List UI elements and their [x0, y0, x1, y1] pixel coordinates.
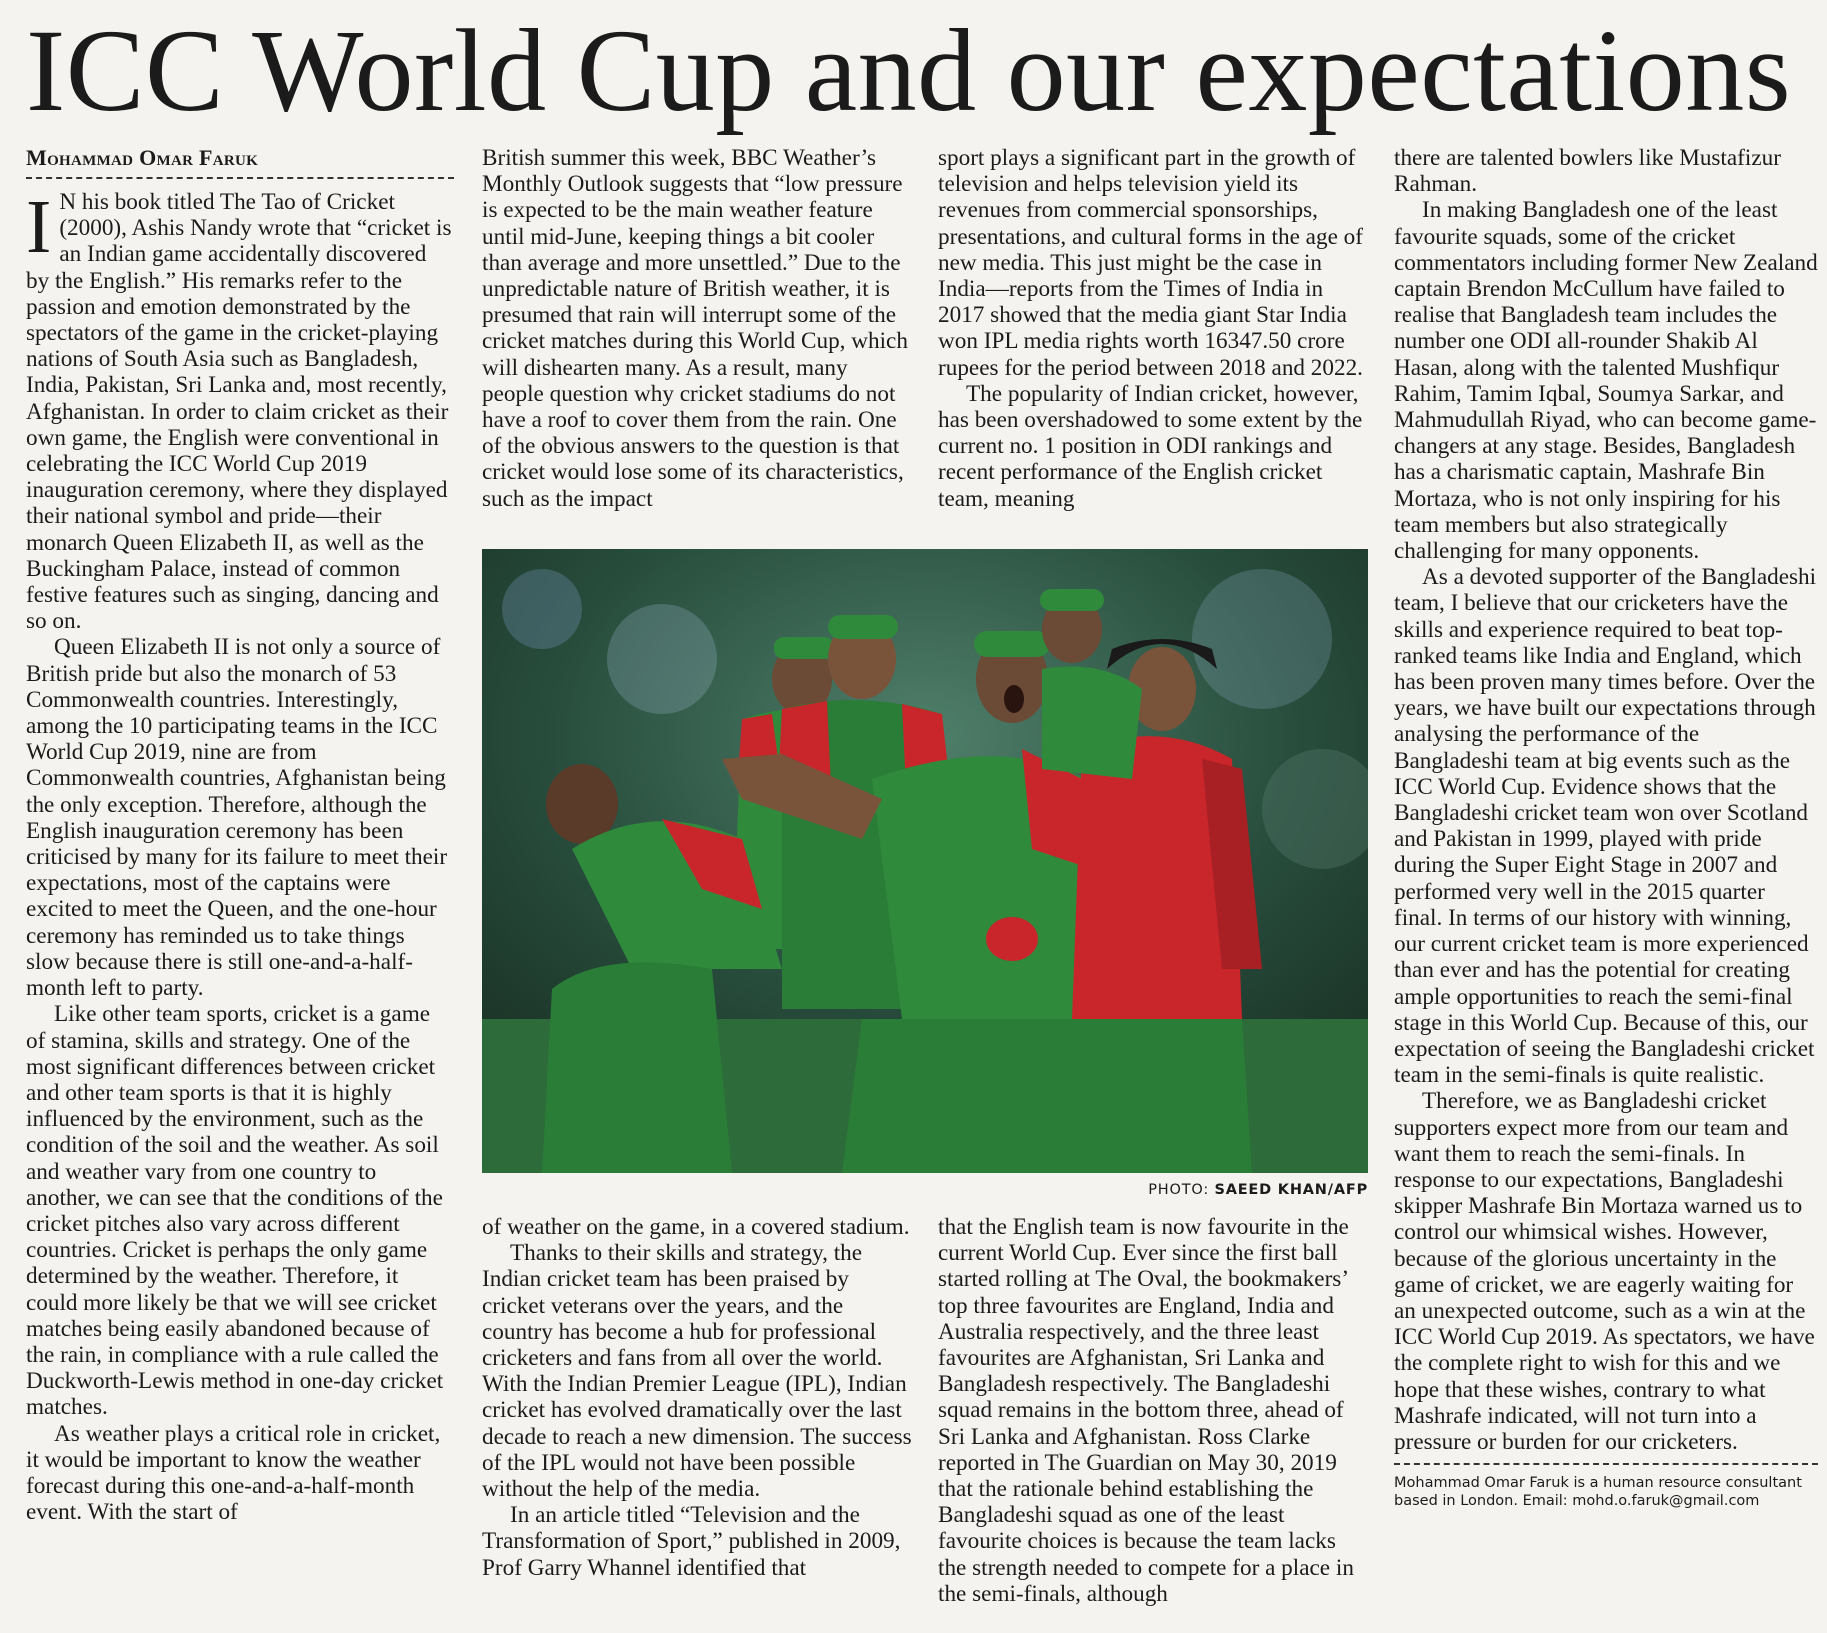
paragraph: that the English team is now favourite in the current World Cup. Ever since the first ball started rolling at The Oval, the bookmakers’ top three favourites are England, India and Australia respectively, and the three least favourites are Afghanistan, Sri Lanka and Bangladesh respectively. The Bangladeshi squad remains in the bottom three, ahead of Sri Lanka and Afghanistan. Ross Clarke reported in The Guardian on May 30, 2019 that the rationale behind establishing the Bangladeshi squad as one of the least favourite choices is because the team lacks the strength needed to compete for a place in the semi-finals, although	[938, 1214, 1354, 1607]
paragraph: British summer this week, BBC Weather’s Monthly Outlook suggests that “low pressure is expected to be the main weather feature until mid-June, keeping things a bit cooler than average and more unsettled.” Due to the unpredictable nature of British weather, it is presumed that rain will interrupt some of the cricket matches during this World Cup, which will dishearten many. As a result, many people question why cricket stadiums do not have a roof to cover them from the rain. One of the obvious answers to the question is that cricket would lose some of its characteristics, such as the impact	[482, 145, 908, 512]
paragraph: The popularity of Indian cricket, however, has been overshadowed to some extent by the current no. 1 position in ODI rankings and recent performance of the English cricket team, meaning	[938, 380, 1363, 512]
byline: Mohammad Omar Faruk	[26, 145, 259, 170]
paragraph: Queen Elizabeth II is not only a source of British pride but also the monarch of 53 Commonwealth countries. Interestingly, among the 10 participating teams in the ICC World Cup 2019, nine are from Commonwealth countries, Afghanistan being the only exception. Therefore, although the English inauguration ceremony has been criticised by many for its failure to meet their expectations, most of the captains were excited to meet the Queen, and the one-hour ceremony has reminded us to take things slow because there is still one-and-a-half-month left to party.	[26, 634, 448, 1002]
author-bio: Mohammad Omar Faruk is a human resource consultant based in London. Email: mohd.o.faruk@gmail.com	[1394, 1475, 1802, 1509]
paragraph: Like other team sports, cricket is a game of stamina, skills and strategy. One of the most significant differences between cricket and other team sports is that it is highly influenced by the environment, such as the condition of the soil and the weather. As soil and weather vary from one country to another, we can see that the conditions of the cricket pitches also vary across different countries. Cricket is perhaps the only game determined by the weather. Therefore, it could more likely be that we will see cricket matches being easily abandoned because of the rain, in compliance with a rule called the Duckworth-Lewis method in one-day cricket matches.	[26, 1001, 444, 1421]
paragraph: there are talented bowlers like Mustafizur Rahman.	[1394, 145, 1781, 198]
photo-illustration	[482, 549, 1368, 1173]
paragraph: As a devoted supporter of the Bangladeshi team, I believe that our cricketers have the skills and experience required to beat top-ranked teams like India and England, which has been proven many times before. Over the years, we have built our expectations through analysing the performance of the Bangladeshi team at big events such as the ICC World Cup. Evidence shows that the Bangladeshi cricket team won over Scotland and Pakistan in 1999, played with pride during the Super Eight Stage in 2007 and performed very well in the 2015 quarter final. In terms of our history with winning, our current cricket team is more experienced than ever and has the potential for creating ample opportunities to reach the semi-final stage in this World Cup. Because of this, our expectation of seeing the Bangladeshi cricket team in the semi-finals is quite realistic.	[1394, 564, 1817, 1089]
column-1	[26, 145, 454, 1525]
column-2-top	[482, 145, 912, 512]
paragraph: In making Bangladesh one of the least favourite squads, some of the cricket commentators including former New Zealand captain Brendon McCullum have failed to realise that Bangladesh team includes the number one ODI all-rounder Shakib Al Hasan, along with the talented Mushfiqur Rahim, Tamim Iqbal, Soumya Sarkar, and Mahmudullah Riyad, who can become game-changers at any stage. Besides, Bangladesh has a charismatic captain, Mashrafe Bin Mortaza, who is not only inspiring for his team members but also strategically challenging for many opponents.	[1394, 197, 1818, 565]
paragraph: Therefore, we as Bangladeshi cricket supporters expect more from our team and want them to reach the semi-finals. In response to our expectations, Bangladeshi skipper Mashrafe Bin Mortaza warned us to control our whimsical wishes. However, because of the glorious uncertainty in the game of cricket, we are eagerly waiting for an unexpected outcome, such as a win at the ICC World Cup 2019. As spectators, we have the complete right to wish for this and we hope that these wishes, contrary to what Mashrafe indicated, will not turn into a pressure or burden for our cricketers.	[1394, 1088, 1815, 1455]
drop-cap: I	[26, 185, 52, 269]
byline-divider	[26, 177, 454, 179]
team-celebration-photo	[482, 549, 1368, 1173]
headline: ICC World Cup and our expectations	[26, 5, 1792, 136]
column-3-top	[938, 145, 1368, 512]
paragraph: As weather plays a critical role in cricket, it would be important to know the weather forecast during this one-and-a-half-month event. With the start of	[26, 1420, 441, 1526]
paragraph: sport plays a significant part in the growth of television and helps television yield its revenues from commercial sponsorships, presentations, and cultural forms in the age of new media. This just might be the case in India—reports from the Times of India in 2017 showed that the media giant Star India won IPL media rights worth 16347.50 crore rupees for the period between 2018 and 2022.	[938, 145, 1363, 381]
photo-credit: PHOTO: SAEED KHAN/AFP	[1148, 1182, 1368, 1198]
bio-divider	[1394, 1463, 1818, 1465]
paragraph: of weather on the game, in a covered stadium.	[482, 1214, 910, 1240]
paragraph: Thanks to their skills and strategy, the Indian cricket team has been praised by cricket veterans over the years, and the country has become a hub for professional cricketers and fans from all over the world. With the Indian Premier League (IPL), Indian cricket has evolved dramatically over the last decade to reach a new dimension. The success of the IPL would not have been possible without the help of the media.	[482, 1240, 912, 1503]
paragraph: I N his book titled The Tao of Cricket (2000), Ashis Nandy wrote that “cricket is an Indian game accidentally discovered by the English.” His remarks refer to the passion and emotion demonstrated by the spectators of the game in the cricket-playing nations of South Asia such as Bangladesh, India, Pakistan, Sri Lanka and, most recently, Afghanistan. In order to claim cricket as their own game, the English were conventional in celebrating the ICC World Cup 2019 inauguration ceremony, where they displayed their national symbol and pride—their monarch Queen Elizabeth II, as well as the Buckingham Palace, instead of common festive features such as singing, dancing and so on.	[26, 185, 452, 635]
column-2-bottom	[482, 1214, 912, 1581]
column-4	[1394, 145, 1818, 1510]
paragraph: In an article titled “Television and the Transformation of Sport,” published in 2009, Prof Garry Whannel identified that	[482, 1502, 901, 1581]
column-3-bottom	[938, 1214, 1368, 1607]
